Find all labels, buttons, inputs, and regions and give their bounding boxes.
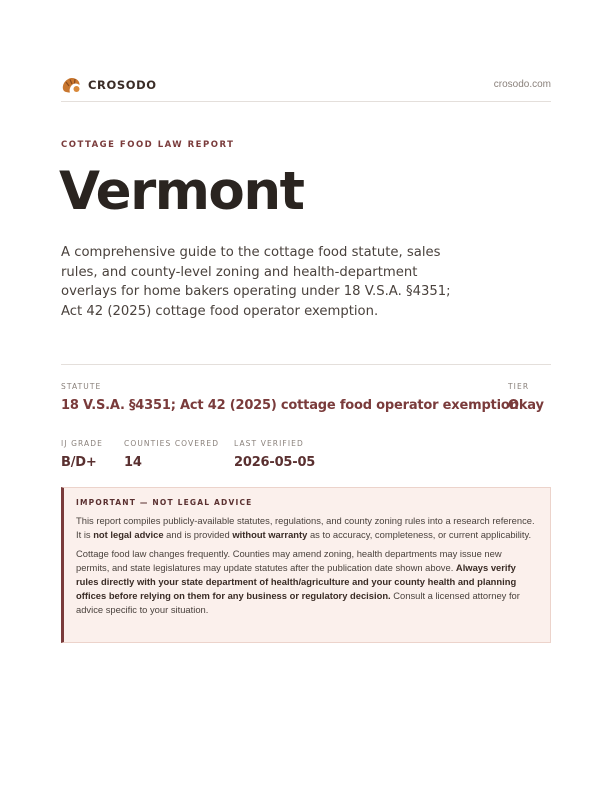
tier-label: TIER	[508, 382, 530, 391]
croissant-icon	[61, 76, 81, 94]
notice-emphasis: without warranty	[232, 529, 308, 540]
tier-value: Okay	[508, 398, 544, 413]
page-header	[61, 76, 551, 102]
statute-label: STATUTE	[61, 382, 102, 391]
notice-text: and is provided	[163, 529, 233, 540]
notice-paragraph-2	[76, 547, 536, 617]
notice-text: Cottage food law changes frequently. Counties may amend zoning, health departments may issue new permits, and state legislatures may update statutes after the publication date shown above.	[76, 548, 502, 573]
notice-emphasis: Always verify rules directly with your state department of health/agriculture and your county health and planning offices before relying on them for any business or regulatory decision.	[76, 562, 517, 601]
last-verified-label: LAST VERIFIED	[234, 439, 304, 448]
notice-text: as to accuracy, completeness, or current applicability.	[307, 529, 532, 540]
notice-text: Consult a licensed attorney for advice specific to your situation.	[76, 590, 520, 615]
notice-text: This report compiles publicly-available statutes, regulations, and county zoning rules into a research reference. It is	[76, 515, 535, 540]
counties-label: COUNTIES COVERED	[124, 439, 220, 448]
page-title: Vermont	[59, 161, 304, 222]
site-url[interactable]: crosodo.com	[493, 79, 551, 90]
counties-value: 14	[124, 455, 142, 470]
last-verified-value: 2026-05-05	[234, 455, 316, 470]
ij-grade-label: IJ GRADE	[61, 439, 103, 448]
report-eyebrow: COTTAGE FOOD LAW REPORT	[61, 140, 235, 150]
notice-paragraph-1	[76, 514, 536, 542]
legal-notice	[61, 487, 551, 643]
brand[interactable]	[61, 76, 157, 94]
section-divider	[61, 364, 551, 365]
statute-value: 18 V.S.A. §4351; Act 42 (2025) cottage food operator exemption	[61, 398, 519, 413]
notice-title: IMPORTANT — NOT LEGAL ADVICE	[76, 498, 253, 507]
ij-grade-value: B/D+	[61, 455, 97, 470]
notice-emphasis: not legal advice	[93, 529, 164, 540]
brand-name: CROSODO	[88, 78, 157, 92]
intro-paragraph: A comprehensive guide to the cottage food statute, sales rules, and county-level zoning and health-department overlays for home bakers operating under 18 V.S.A. §4351; Act 42 (2025) cottage food operator exemption.	[61, 245, 451, 319]
